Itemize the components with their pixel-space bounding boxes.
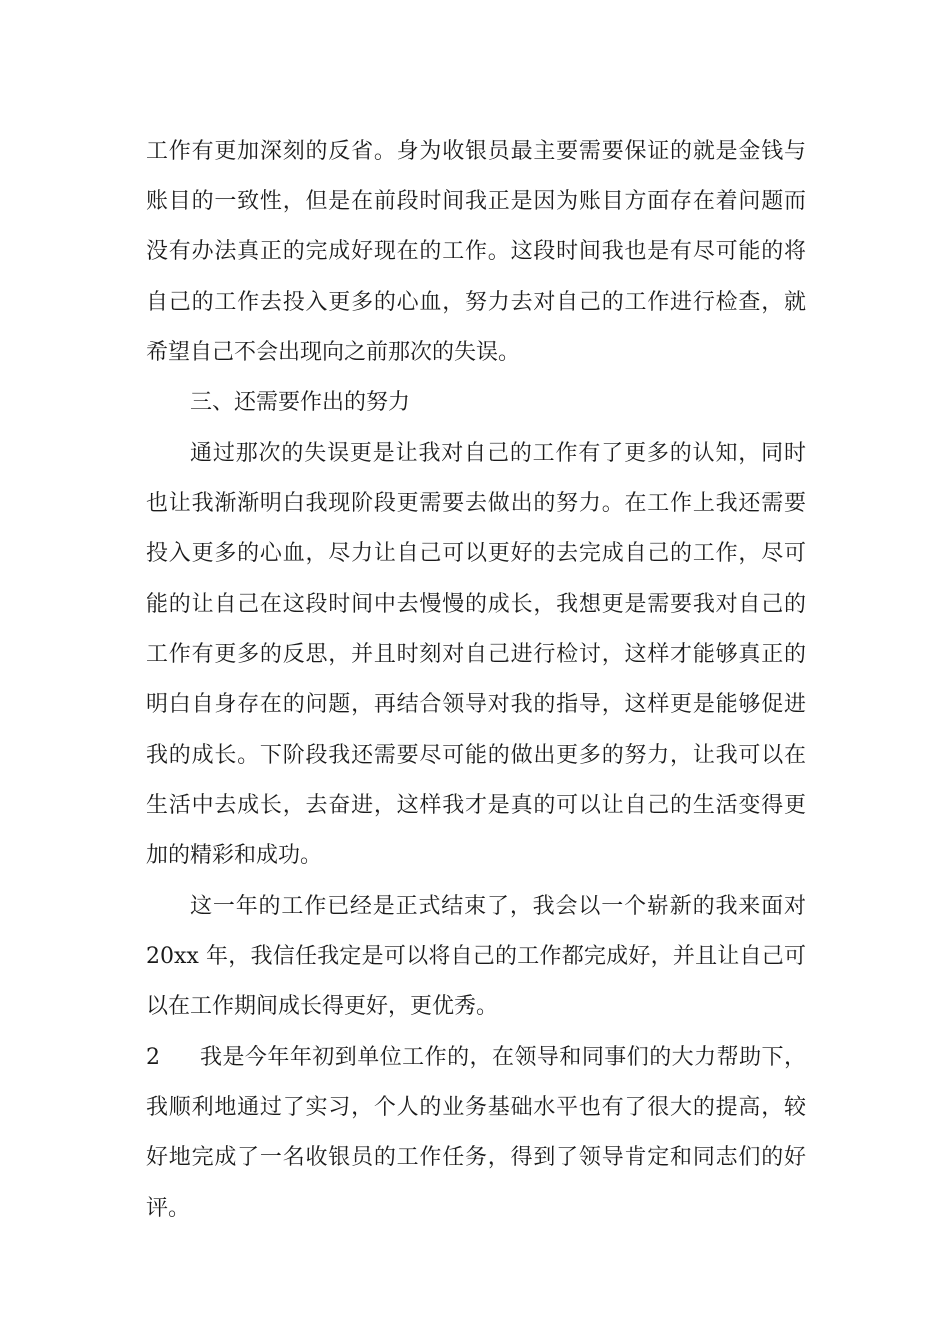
section-heading: 三、还需要作出的努力 — [190, 390, 411, 415]
paragraph-line: 我顺利地通过了实习，个人的业务基础水平也有了很大的提高，较 — [146, 1095, 806, 1120]
paragraph-line: 能的让自己在这段时间中去慢慢的成长，我想更是需要我对自己的 — [146, 592, 806, 617]
paragraph-line: 好地完成了一名收银员的工作任务，得到了领导肯定和同志们的好 — [146, 1145, 806, 1170]
paragraph-line: 自己的工作去投入更多的心血，努力去对自己的工作进行检查，就 — [146, 290, 806, 315]
paragraph-line: 这一年的工作已经是正式结束了，我会以一个崭新的我来面对 — [190, 894, 806, 919]
paragraph-line: 我是今年年初到单位工作的，在领导和同事们的大力帮助下， — [200, 1045, 806, 1070]
paragraph-line: 加的精彩和成功。 — [146, 843, 323, 868]
paragraph-line: 投入更多的心血，尽力让自己可以更好的去完成自己的工作，尽可 — [146, 541, 806, 566]
paragraph-line: 账目的一致性，但是在前段时间我正是因为账目方面存在着问题而 — [146, 189, 806, 214]
paragraph-line: 生活中去成长，去奋进，这样我才是真的可以让自己的生活变得更 — [146, 793, 806, 818]
paragraph-line: 我的成长。下阶段我还需要尽可能的做出更多的努力，让我可以在 — [146, 743, 806, 768]
paragraph-line: 20xx 年，我信任我定是可以将自己的工作都完成好，并且让自己可 — [146, 944, 806, 969]
paragraph-line: 也让我渐渐明白我现阶段更需要去做出的努力。在工作上我还需要 — [146, 491, 806, 516]
paragraph-line: 希望自己不会出现向之前那次的失误。 — [146, 340, 521, 365]
paragraph-line: 明白自身存在的问题，再结合领导对我的指导，这样更是能够促进 — [146, 692, 806, 717]
paragraph-line: 以在工作期间成长得更好，更优秀。 — [146, 994, 499, 1019]
paragraph-line: 没有办法真正的完成好现在的工作。这段时间我也是有尽可能的将 — [146, 239, 806, 264]
paragraph-line: 工作有更多的反思，并且时刻对自己进行检讨，这样才能够真正的 — [146, 642, 806, 667]
paragraph-line: 通过那次的失误更是让我对自己的工作有了更多的认知，同时 — [190, 441, 806, 466]
item-number: 2 — [146, 1045, 160, 1070]
paragraph-line: 评。 — [146, 1196, 191, 1221]
paragraph-line: 工作有更加深刻的反省。身为收银员最主要需要保证的就是金钱与 — [146, 139, 806, 164]
